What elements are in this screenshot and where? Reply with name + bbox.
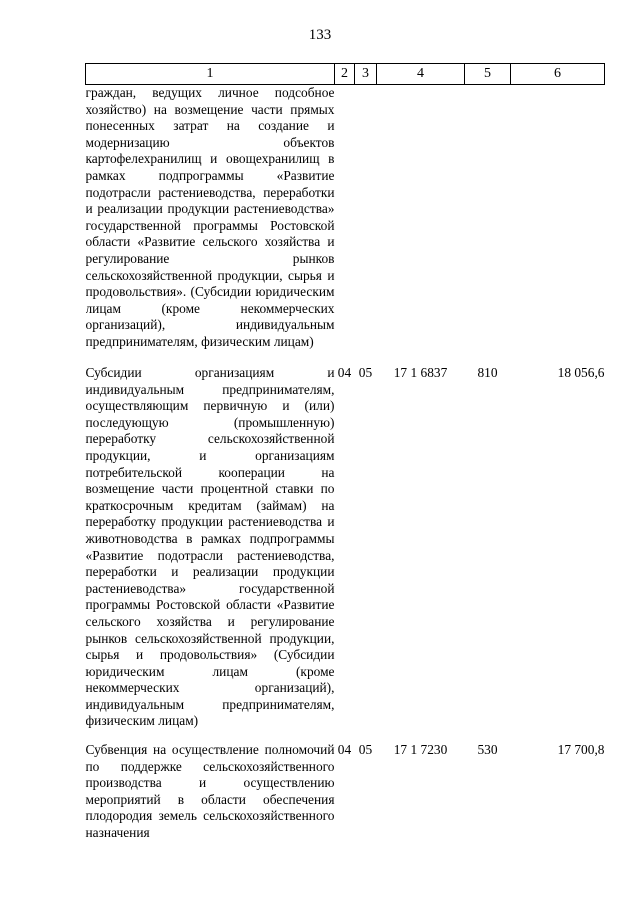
column-header-1: 1 bbox=[86, 64, 335, 85]
row-description bbox=[86, 85, 335, 354]
column-header-6: 6 bbox=[511, 64, 605, 85]
row-subsection: 05 bbox=[358, 742, 373, 758]
row-amount: 17 700,8 bbox=[557, 742, 605, 758]
row-expense-type: 810 bbox=[477, 365, 498, 380]
column-header-3: 3 bbox=[355, 64, 377, 85]
row-expense-type bbox=[465, 85, 511, 354]
column-header-4: 4 bbox=[377, 64, 465, 85]
row-target-article: 17 1 7230 bbox=[393, 742, 448, 758]
row-description: Субвенция на осуществление полномочий по поддержке сельскохозяйственного производства и осуществлению мероприятий в области обеспечения плодородия земель сельскохозяйственного назначения bbox=[85, 742, 335, 841]
row-target-article bbox=[377, 85, 465, 354]
row-spacer bbox=[86, 730, 605, 742]
row-target-article: 17 1 6837 bbox=[393, 365, 448, 380]
table-row bbox=[86, 365, 605, 730]
row-amount: 18 056,6 bbox=[557, 365, 605, 380]
row-spacer bbox=[86, 353, 605, 365]
table-header bbox=[86, 64, 605, 85]
row-subsection bbox=[355, 85, 377, 354]
row-section: 04 bbox=[337, 365, 352, 380]
row-section: 04 bbox=[337, 742, 352, 758]
table-row bbox=[86, 742, 605, 842]
column-header-5: 5 bbox=[465, 64, 511, 85]
budget-table bbox=[85, 63, 605, 842]
row-expense-type: 530 bbox=[477, 742, 498, 758]
row-section bbox=[335, 85, 355, 354]
row-amount bbox=[511, 85, 605, 354]
table-row bbox=[86, 85, 605, 354]
header-row bbox=[86, 64, 605, 85]
column-header-2: 2 bbox=[335, 64, 355, 85]
page-number: 133 bbox=[308, 27, 332, 43]
row-description: Субсидии организациям и индивидуальным предпринимателям, осуществляющим первичную и (или) последующую (промышленную) переработку сельскохозяйственной продукции, и организациям потребительской кооперации на возмещение части процентной ставки по краткосрочным кредитам (займам) на переработку продукции растениеводства и животноводства в рамках подпрограммы «Развитие подотрасли растениеводства, переработки и реализации продукции растениеводства» государственной программы Ростовской области «Развитие сельского хозяйства и регулирование рынков сельскохозяйственной продукции, сырья и продовольствия» (Субсидии юридическим лицам (кроме некоммерческих организаций), индивидуальным предпринимателям, физическим лицам) bbox=[85, 365, 335, 729]
row-subsection: 05 bbox=[358, 365, 373, 380]
row-description-text: граждан, ведущих личное подсобное хозяйство) на возмещение части прямых понесенных затрат на создание и модернизацию объектов картофелехранилищ и овощехранилищ в рамках подпрограммы «Развитие подотрасли растениеводства, переработки и реализации продукции растениеводства» государственной программы Ростовской области «Развитие сельского хозяйства и регулирование рынков сельскохозяйственной продукции, сырья и продовольствия». (Субсидии юридическим лицам (кроме некоммерческих организаций), индивидуальным предпринимателям, физическим лицам) bbox=[85, 85, 335, 349]
